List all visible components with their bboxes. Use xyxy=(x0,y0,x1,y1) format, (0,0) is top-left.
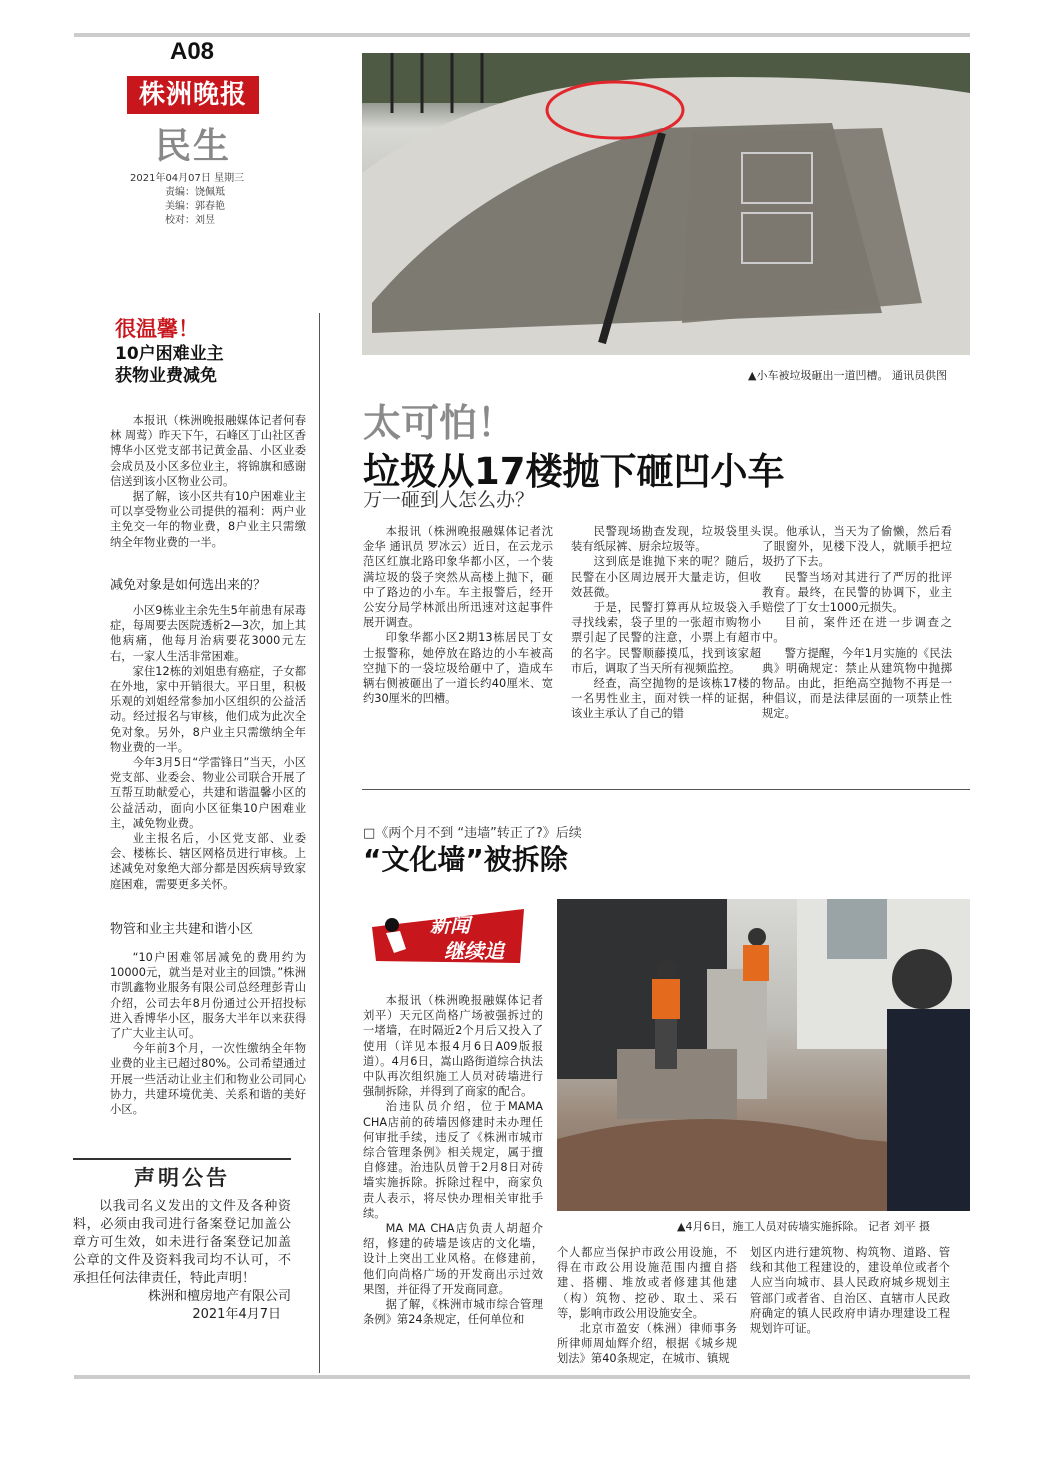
paragraph: 个人都应当保护市政公用设施，不得在市政公用设施范围内擅自搭建、搭棚、堆放或者修建其他建（构）筑物、挖砂、取土、采石等，影响市政公用设施安全。 xyxy=(557,1246,737,1320)
paragraph: 目前，案件还在进一步调查之中。 xyxy=(762,616,952,645)
paragraph: 这到底是谁抛下来的呢？随后，民警在小区周边展开大量走访，但收效甚微。 xyxy=(571,555,761,599)
demolition-photo xyxy=(557,899,970,1211)
paragraph: 于是，民警打算再从垃圾袋入手寻找线索，袋子里的一张超市购物小票引起了民警的注意，小票上有超市的名字。民警顺藤摸瓜，找到该家超市后，调取了当天所有视频监控。 xyxy=(571,601,761,675)
paragraph: 民警当场对其进行了严厉的批评教育。最终，在民警的协调下，业主赔偿了丁女士1000元损失。 xyxy=(762,570,952,615)
paragraph: 经查，高空抛物的是该栋17楼的一名男性业主，面对铁一样的证据，该业主承认了自己的错 xyxy=(571,677,761,721)
left-subhead-1: 减免对象是如何选出来的？ xyxy=(110,578,267,593)
section-title: 民生 xyxy=(155,125,232,167)
paragraph: 今年3月5日“学雷锋日”当天，小区党支部、业委会、物业公司联合开展了互帮互助献爱心，共建和谐温馨小区的公益活动，面向小区征集10户困难业主，减免物业费。 xyxy=(110,756,306,830)
left-body-1 xyxy=(110,413,306,550)
paragraph: 警方提醒，今年1月实施的《民法典》明确规定：禁止从建筑物中抛掷物品。由此，拒绝高空抛物不再是一种倡议，而是法律层面的一项禁止性规定。 xyxy=(762,646,952,721)
left-headline xyxy=(115,343,224,387)
paragraph: 误。他承认，当天为了偷懒，然后看了眼窗外，见楼下没人，就顺手把垃圾扔了下去。 xyxy=(762,525,952,569)
main-headline: 垃圾从17楼抛下砸凹小车 xyxy=(363,450,785,493)
notice-company: 株洲和檀房地产有限公司 xyxy=(147,1289,291,1304)
bottom-border xyxy=(74,1375,970,1379)
paragraph: 民警现场勘查发现，垃圾袋里头装有纸尿裤、厨余垃圾等。 xyxy=(571,525,761,554)
left-headline-line-1: 10户困难业主 xyxy=(115,344,224,364)
top-border xyxy=(74,33,970,37)
date-line: 2021年04月07日 星期三 xyxy=(130,173,245,184)
left-body-2 xyxy=(110,603,306,892)
column-divider xyxy=(319,313,320,1373)
paragraph: 小区9栋业主余先生5年前患有尿毒症，每周要去医院透析2—3次，加上其他病痛，他每月治病要花3000元左右，一家人生活非常困难。 xyxy=(110,604,306,663)
paragraph: 家住12栋的刘姐患有癌症，子女都在外地，家中开销很大。平日里，积极乐观的刘姐经常参加小区组织的公益活动。经过报名与审核，他们成为此次全免对象。另外，8户业主只需缴纳全年物业费的一半。 xyxy=(110,664,306,754)
notice-title: 声明公告 xyxy=(134,1166,230,1190)
notice-box xyxy=(73,1158,291,1370)
section-divider xyxy=(362,789,970,790)
left-body-3 xyxy=(110,950,306,1117)
second-col-2 xyxy=(557,1245,737,1367)
editor-credit: 责编：饶佩羝 xyxy=(165,187,225,198)
paragraph: 本报讯（株洲晚报融媒体记者刘平）天元区尚格广场被强拆过的一堵墙，在时隔近2个月后又投入了使用（详见本报4月6日A09版报道）。4月6日，嵩山路街道综合执法中队再次组织施工人员对砖墙进行强制拆除，并得到了商家的配合。 xyxy=(363,994,543,1099)
main-col-1 xyxy=(363,524,553,706)
proofreader-credit: 校对：刘昱 xyxy=(165,215,215,226)
photo-caption-second: ▲4月6日，施工人员对砖墙实施拆除。 记者 刘平 摄 xyxy=(677,1220,930,1233)
notice-body: 以我司名义发出的文件及各种资料，必须由我司进行备案登记加盖公章方可生效，如未进行备案登记加盖公章的文件及资料我司均不认可，不承担任何法律责任，特此声明！ xyxy=(73,1199,291,1286)
badge-line-2: 继续追 xyxy=(444,939,504,963)
main-col-2 xyxy=(571,524,761,722)
paragraph: 本报讯（株洲晚报融媒体记者沈金华 通讯员 罗冰云）近日，在云龙示范区红旗北路印象华都小区，一个装满垃圾的袋子突然从高楼上抛下，砸中了路边的小车。车主报警后，经开公安分局学林派出所迅速对这起事件展开调查。 xyxy=(363,525,553,630)
demolition-illustration xyxy=(557,899,970,1211)
left-kicker: 很温馨！ xyxy=(115,316,199,341)
news-follow-badge xyxy=(372,905,524,967)
follow-up-tag: □《两个月不到 “违墙”转正了?》后续 xyxy=(363,826,582,841)
left-subhead-2: 物管和业主共建和谐小区 xyxy=(110,922,254,937)
paragraph: 本报讯（株洲晚报融媒体记者何春林 周莺）昨天下午，石峰区丁山社区香博华小区党支部书记黄金晶、小区业委会成员及小区多位业主，将锦旗和感谢信送到该小区物业公司。 xyxy=(110,414,306,488)
main-col-3 xyxy=(762,524,952,722)
left-headline-line-2: 获物业费减免 xyxy=(115,366,217,386)
paragraph: 业主报名后，小区党支部、业委会、楼栋长、辖区网格员进行审核。上述减免对象绝大部分都是因疾病导致家庭困难，需要更多关怀。 xyxy=(110,832,306,891)
paragraph: “10户困难邻居减免的费用约为10000元，就当是对业主的回馈。”株洲市凯鑫物业服务有限公司总经理彭青山介绍，公司去年8月份通过公开招投标进入香博华小区，服务大半年以来获得了广大业主认可。 xyxy=(110,951,306,1041)
paragraph: MA MA CHA店负责人胡超介绍，修建的砖墙是该店的文化墙，设计上突出工业风格。在修建前，他们向尚格广场的开发商出示过效果图，并征得了开发商同意。 xyxy=(363,1222,543,1296)
second-col-1 xyxy=(363,993,543,1327)
paragraph: 据了解，该小区共有10户困难业主可以享受物业公司提供的福利：两户业主免交一年的物业费，8户业主只需缴纳全年物业费的一半。 xyxy=(110,490,306,549)
car-illustration xyxy=(362,53,970,355)
paragraph: 北京市盈安（株洲）律师事务所律师周灿辉介绍，根据《城乡规划法》第40条规定，在城市、镇规 xyxy=(557,1322,737,1366)
designer-credit: 美编：郭春艳 xyxy=(165,201,225,212)
paragraph: 今年前3个月，一次性缴纳全年物业费的业主已超过80%。公司希望通过开展一些活动让业主们和物业公司同心协力，共建环境优美、关系和谐的美好小区。 xyxy=(110,1042,306,1117)
second-col-3 xyxy=(750,1245,950,1336)
paragraph: 据了解，《株洲市城市综合管理条例》第24条规定，任何单位和 xyxy=(363,1298,543,1327)
second-headline: “文化墙”被拆除 xyxy=(363,843,568,876)
paragraph: 划区内进行建筑物、构筑物、道路、管线和其他工程建设的，建设单位或者个人应当向城市、县人民政府城乡规划主管部门或者省、自治区、直辖市人民政府确定的镇人民政府申请办理建设工程规划许可证。 xyxy=(750,1246,950,1336)
notice-date: 2021年4月7日 xyxy=(192,1307,281,1322)
photo-caption-main: ▲小车被垃圾砸出一道凹槽。 通讯员供图 xyxy=(748,369,947,382)
paragraph: 印象华都小区2期13栋居民丁女士报警称，她停放在路边的小车被高空抛下的一袋垃圾给砸中了，造成车辆右侧被砸出了一道长约40厘米、宽约30厘米的凹槽。 xyxy=(363,631,553,706)
badge-line-1: 新闻 xyxy=(430,913,470,937)
paper-logo: 株洲晚报 xyxy=(127,76,259,114)
page-number: A08 xyxy=(170,38,215,65)
main-subheadline: 万一砸到人怎么办？ xyxy=(363,489,535,511)
masthead-meta xyxy=(130,172,270,228)
main-kicker: 太可怕！ xyxy=(363,400,516,445)
car-photo xyxy=(362,53,970,355)
paragraph: 治违队员介绍，位于MAMA CHA店前的砖墙因修建时未办理任何审批手续，违反了《株洲市城市综合管理条例》相关规定，属于擅自修建。治违队员曾于2月8日对砖墙实施拆除。拆除过程中，商家负责人表示，将尽快办理相关审批手续。 xyxy=(363,1100,543,1220)
